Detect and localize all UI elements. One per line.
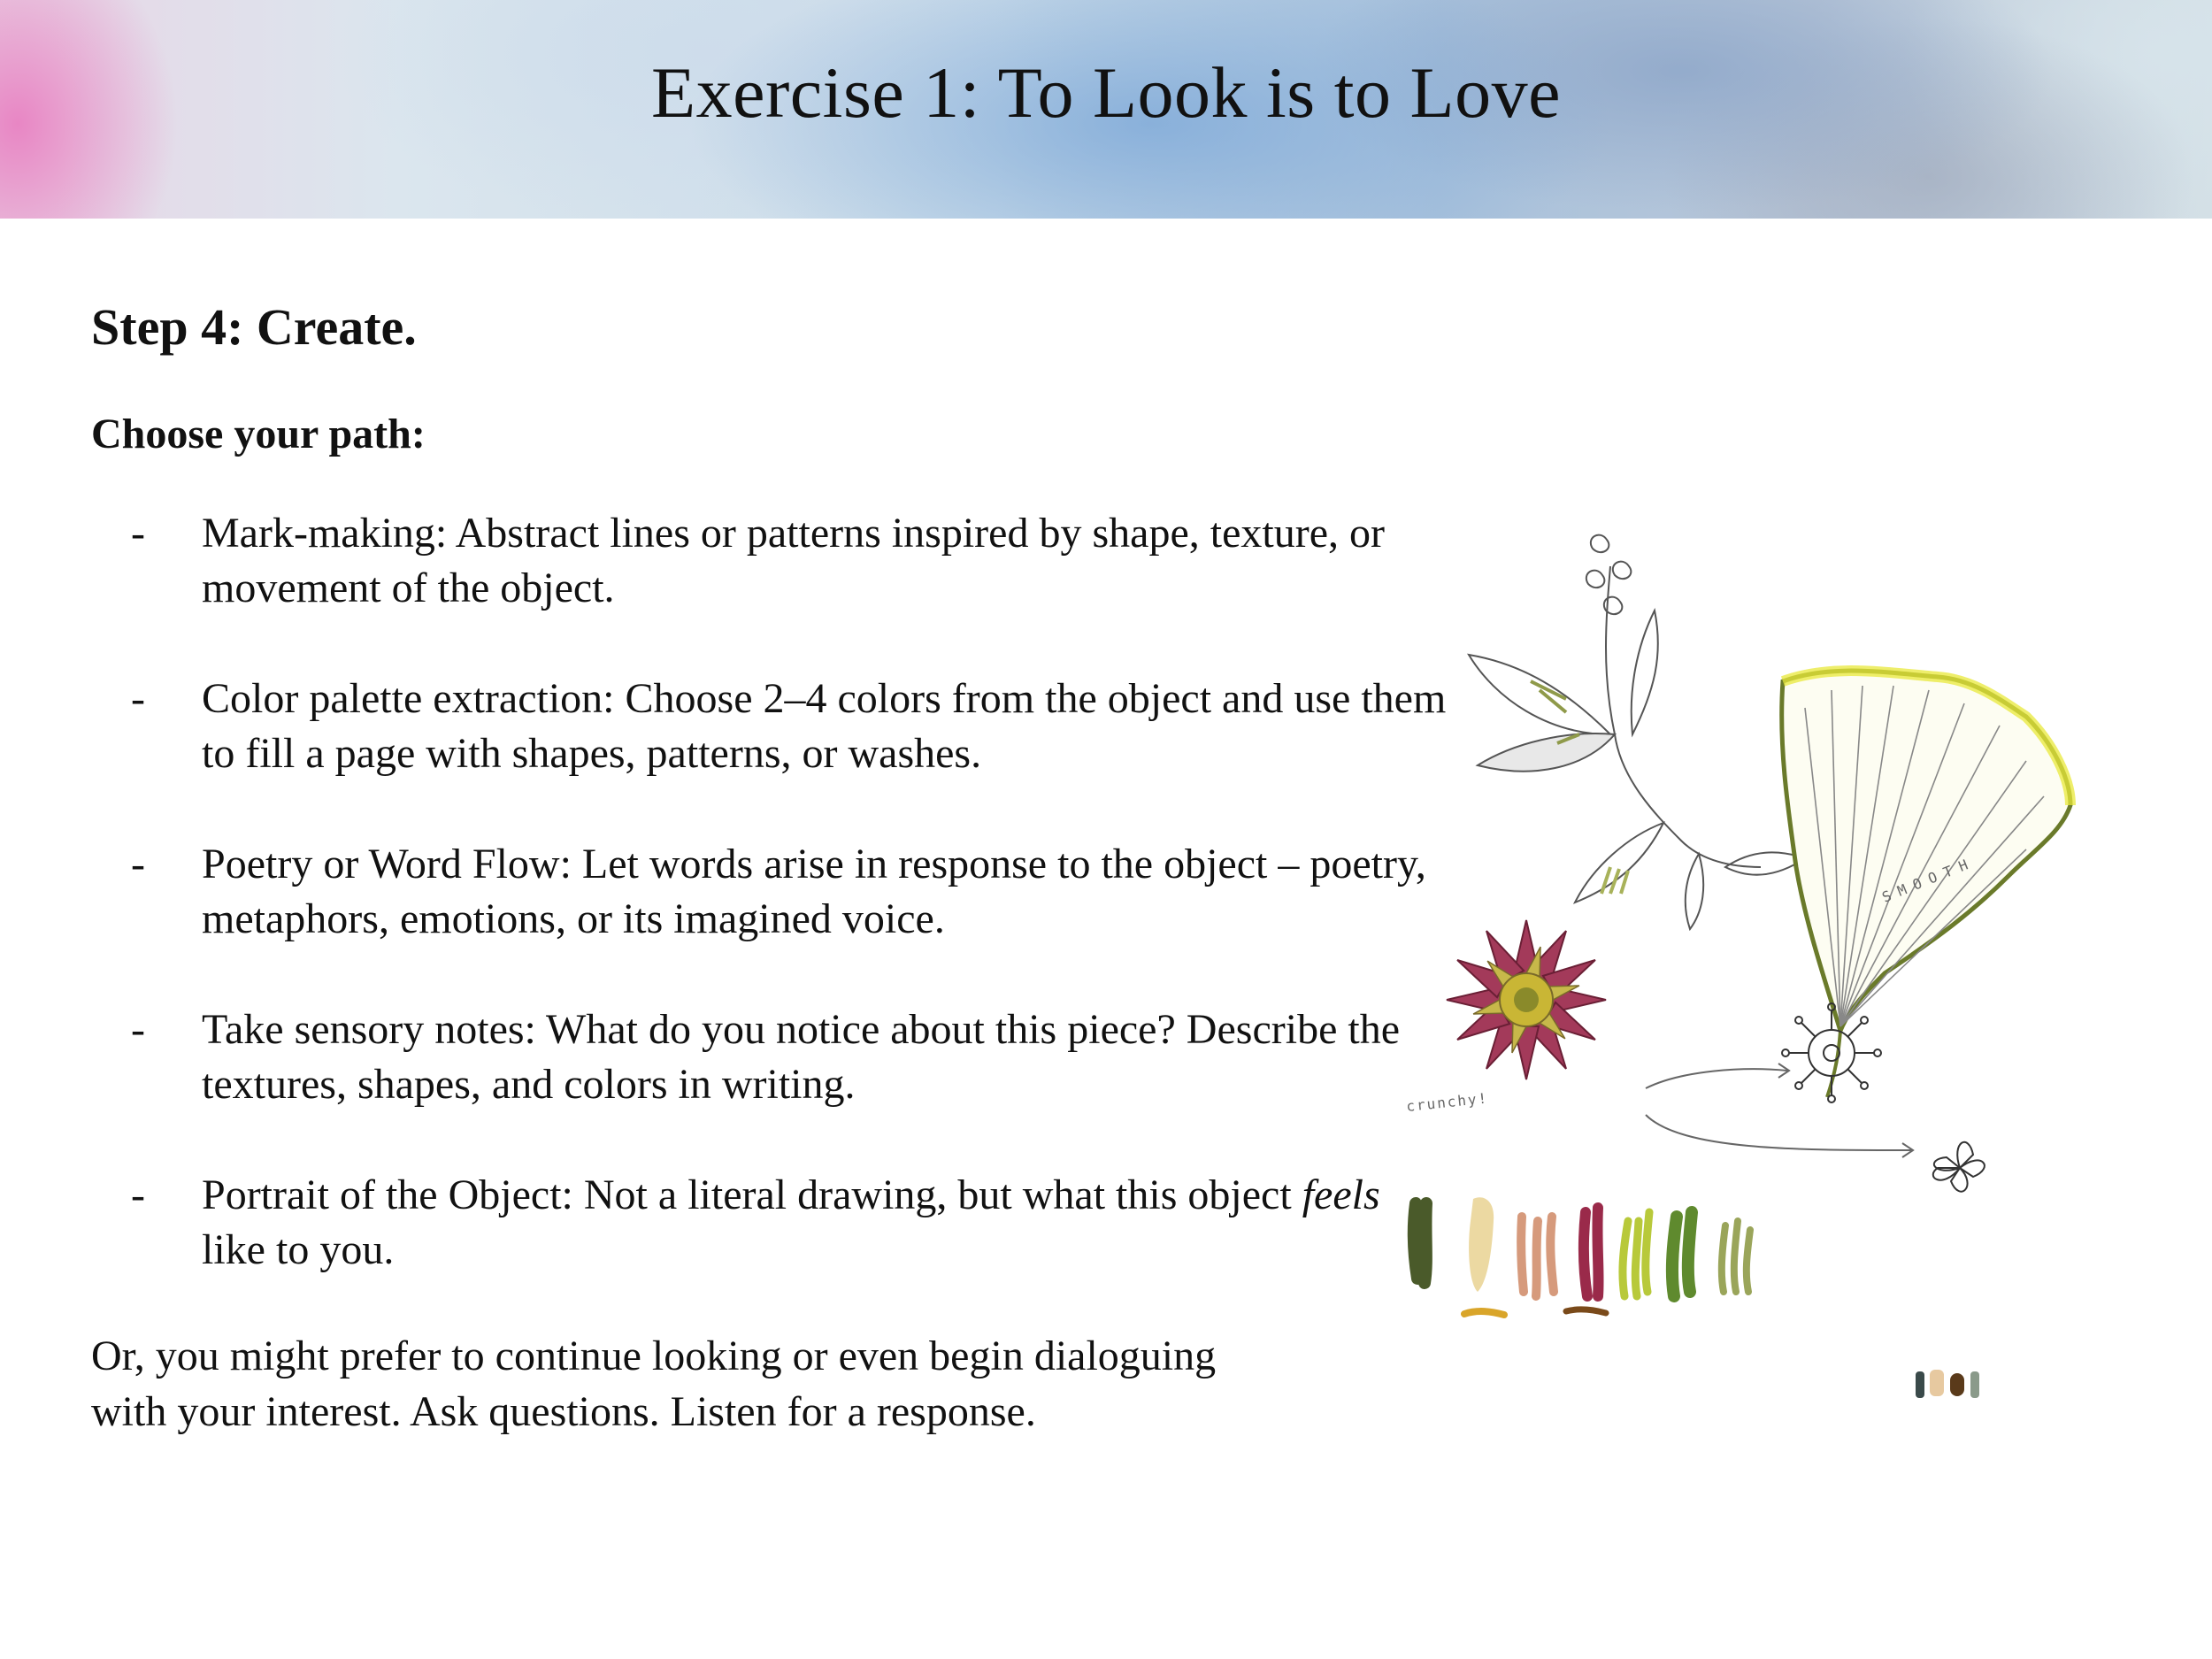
list-dash: - (131, 675, 145, 722)
path-text: Mark-making: Abstract lines or patterns inspired by shape, texture, or movement of the object. (202, 510, 1385, 611)
mini-swatch-row (1916, 1370, 1979, 1398)
swatch-stroke (1672, 1212, 1692, 1296)
flower-sketch (1447, 920, 1606, 1079)
mini-swatch (1916, 1371, 1924, 1398)
crunchy-note: crunchy! (1405, 1089, 1489, 1115)
swatch-underline (1464, 1311, 1504, 1315)
botanical-sketch-illustration (1389, 513, 2088, 1416)
path-text: Poetry or Word Flow: Let words arise in response to the object – poetry, metaphors, emotions, or its imagined voice. (202, 841, 1426, 942)
path-text: Take sensory notes: What do you notice about this piece? Describe the textures, shapes, and colors in writing. (202, 1006, 1401, 1108)
swatch-stroke (1521, 1217, 1554, 1296)
small-flower-outline (1933, 1142, 1985, 1192)
mini-swatch (1950, 1373, 1964, 1396)
path-text-before: Portrait of the Object: Not a literal drawing, but what this object (202, 1171, 1302, 1218)
swatch-stroke (1722, 1221, 1750, 1292)
seed-head-sketch (1782, 1003, 1881, 1102)
path-item-portrait (91, 1168, 1449, 1278)
header-banner (0, 0, 2212, 219)
mini-swatch (1930, 1370, 1944, 1396)
path-text-emphasis: feels (1302, 1171, 1380, 1218)
ginkgo-leaf-sketch (1782, 671, 2070, 1097)
path-item-mark-making (91, 506, 1449, 616)
swatch-stroke (1469, 1197, 1494, 1292)
swatch-stroke (1623, 1212, 1649, 1296)
swatch-stroke (1414, 1203, 1426, 1283)
step-title: Step 4: Create. (91, 298, 417, 356)
swatch-stroke (1584, 1208, 1599, 1296)
swatch-underline (1566, 1310, 1606, 1313)
mini-swatch (1970, 1371, 1979, 1398)
path-item-poetry (91, 837, 1449, 947)
swatch-row (1414, 1197, 1750, 1315)
closing-paragraph: Or, you might prefer to continue looking or even begin dialoguing with your interest. Ask questions. Listen for a response. (91, 1333, 1217, 1435)
page-title: Exercise 1: To Look is to Love (651, 52, 1561, 133)
path-text-after: like to you. (202, 1226, 395, 1273)
path-subtitle: Choose your path: (91, 411, 426, 457)
path-item-color-palette (91, 672, 1449, 781)
arrow-sketches (1646, 1064, 1913, 1157)
list-dash: - (131, 1171, 145, 1218)
sprig-sketch (1469, 535, 1805, 929)
list-dash: - (131, 841, 145, 887)
path-text: Color palette extraction: Choose 2–4 colors from the object and use them to fill a page with shapes, patterns, or washes. (202, 675, 1447, 777)
smooth-note: SMOOTH (1879, 853, 1978, 906)
path-item-sensory-notes (91, 1002, 1449, 1112)
list-dash: - (131, 510, 145, 557)
list-dash: - (131, 1006, 145, 1053)
